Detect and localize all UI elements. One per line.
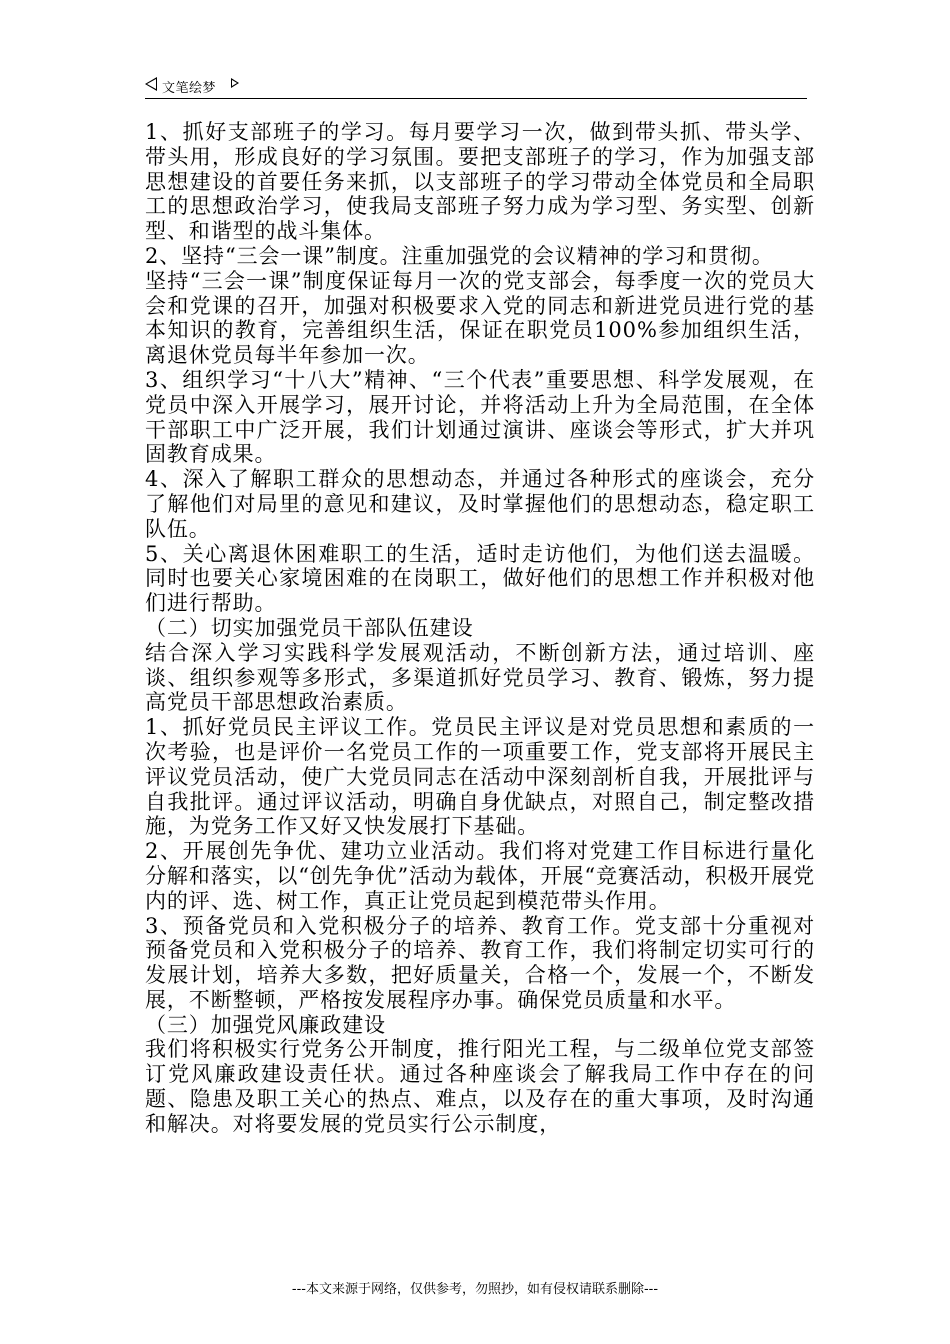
right-triangle-icon xyxy=(231,78,239,88)
section-heading-2: （二）切实加强党员干部队伍建设 xyxy=(145,615,474,640)
paragraph-7: 结合深入学习实践科学发展观活动，不断创新方法，通过培训、座谈、组织参观等多形式，多渠道抓好党员学习、教育、锻炼，努力提高党员干部思想政治素质。 xyxy=(145,640,815,715)
paragraph-5: 4、深入了解职工群众的思想动态，并通过各种形式的座谈会，充分了解他们对局里的意见和建议，及时掌握他们的思想动态，稳定职工队伍。 xyxy=(145,467,815,541)
paragraph-10: 3、预备党员和入党积极分子的培养、教育工作。党支部十分重视对预备党员和入党积极分子的培养、教育工作，我们将制定切实可行的发展计划，培养大多数，把好质量关，合格一个，发展一个，不断发展，不断整顿，严格按发展程序办事。确保党员质量和水平。 xyxy=(145,913,815,1012)
paragraph-4: 3、组织学习“十八大”精神、“三个代表”重要思想、科学发展观，在党员中深入开展学习，展开讨论，并将活动上升为全局范围，在全体干部职工中广泛开展，我们计划通过演讲、座谈会等形式，扩大并巩固教育成果。 xyxy=(145,367,815,467)
paragraph-8: 1、抓好党员民主评议工作。党员民主评议是对党员思想和素质的一次考验，也是评价一名党员工作的一项重要工作，党支部将开展民主评议党员活动，使广大党员同志在活动中深刻剖析自我，开展批评与自我批评。通过评议活动，明确自身优缺点，对照自己，制定整改措施，为党务工作又好又快发展打下基础。 xyxy=(145,715,815,839)
paragraph-6: 5、关心离退休困难职工的生活，适时走访他们，为他们送去温暖。同时也要关心家境困难的在岗职工，做好他们的思想工作并积极对他们进行帮助。 xyxy=(145,541,815,616)
header-logo-text: 文笔绘梦 xyxy=(162,81,217,96)
page-footer: ---本文来源于网络，仅供参考，勿照抄，如有侵权请联系删除--- xyxy=(291,1282,659,1297)
paragraph-11: 我们将积极实行党务公开制度，推行阳光工程，与二级单位党支部签订党风廉政建设责任状。通过各种座谈会了解我局工作中存在的问题、隐患及职工关心的热点、难点，以及存在的重大事项，及时沟通和解决。对将要发展的党员实行公示制度， xyxy=(145,1037,815,1136)
left-triangle-icon xyxy=(145,77,157,91)
paragraph-3: 坚持“三会一课”制度保证每月一次的党支部会，每季度一次的党员大会和党课的召开，加强对积极要求入党的同志和新进党员进行党的基本知识的教育，完善组织生活，保证在职党员100%参加组织生活，离退休党员每半年参加一次。 xyxy=(145,268,815,368)
paragraph-1: 1、抓好支部班子的学习。每月要学习一次，做到带头抓、带头学、带头用，形成良好的学习氛围。要把支部班子的学习，作为加强支部思想建设的首要任务来抓，以支部班子的学习带动全体党员和全局职工的思想政治学习，使我局支部班子努力成为学习型、务实型、创新型、和谐型的战斗集体。 xyxy=(145,120,815,244)
paragraph-2: 2、坚持“三会一课”制度。注重加强党的会议精神的学习和贯彻。 xyxy=(145,243,774,268)
paragraph-9: 2、开展创先争优、建功立业活动。我们将对党建工作目标进行量化分解和落实，以“创先争优”活动为载体，开展“竞赛活动，积极开展党内的评、选、树工作，真正让党员起到模范带头作用。 xyxy=(145,839,816,913)
section-heading-3: （三）加强党风廉政建设 xyxy=(145,1012,386,1037)
page-header xyxy=(145,74,807,99)
document-body xyxy=(145,120,815,1137)
